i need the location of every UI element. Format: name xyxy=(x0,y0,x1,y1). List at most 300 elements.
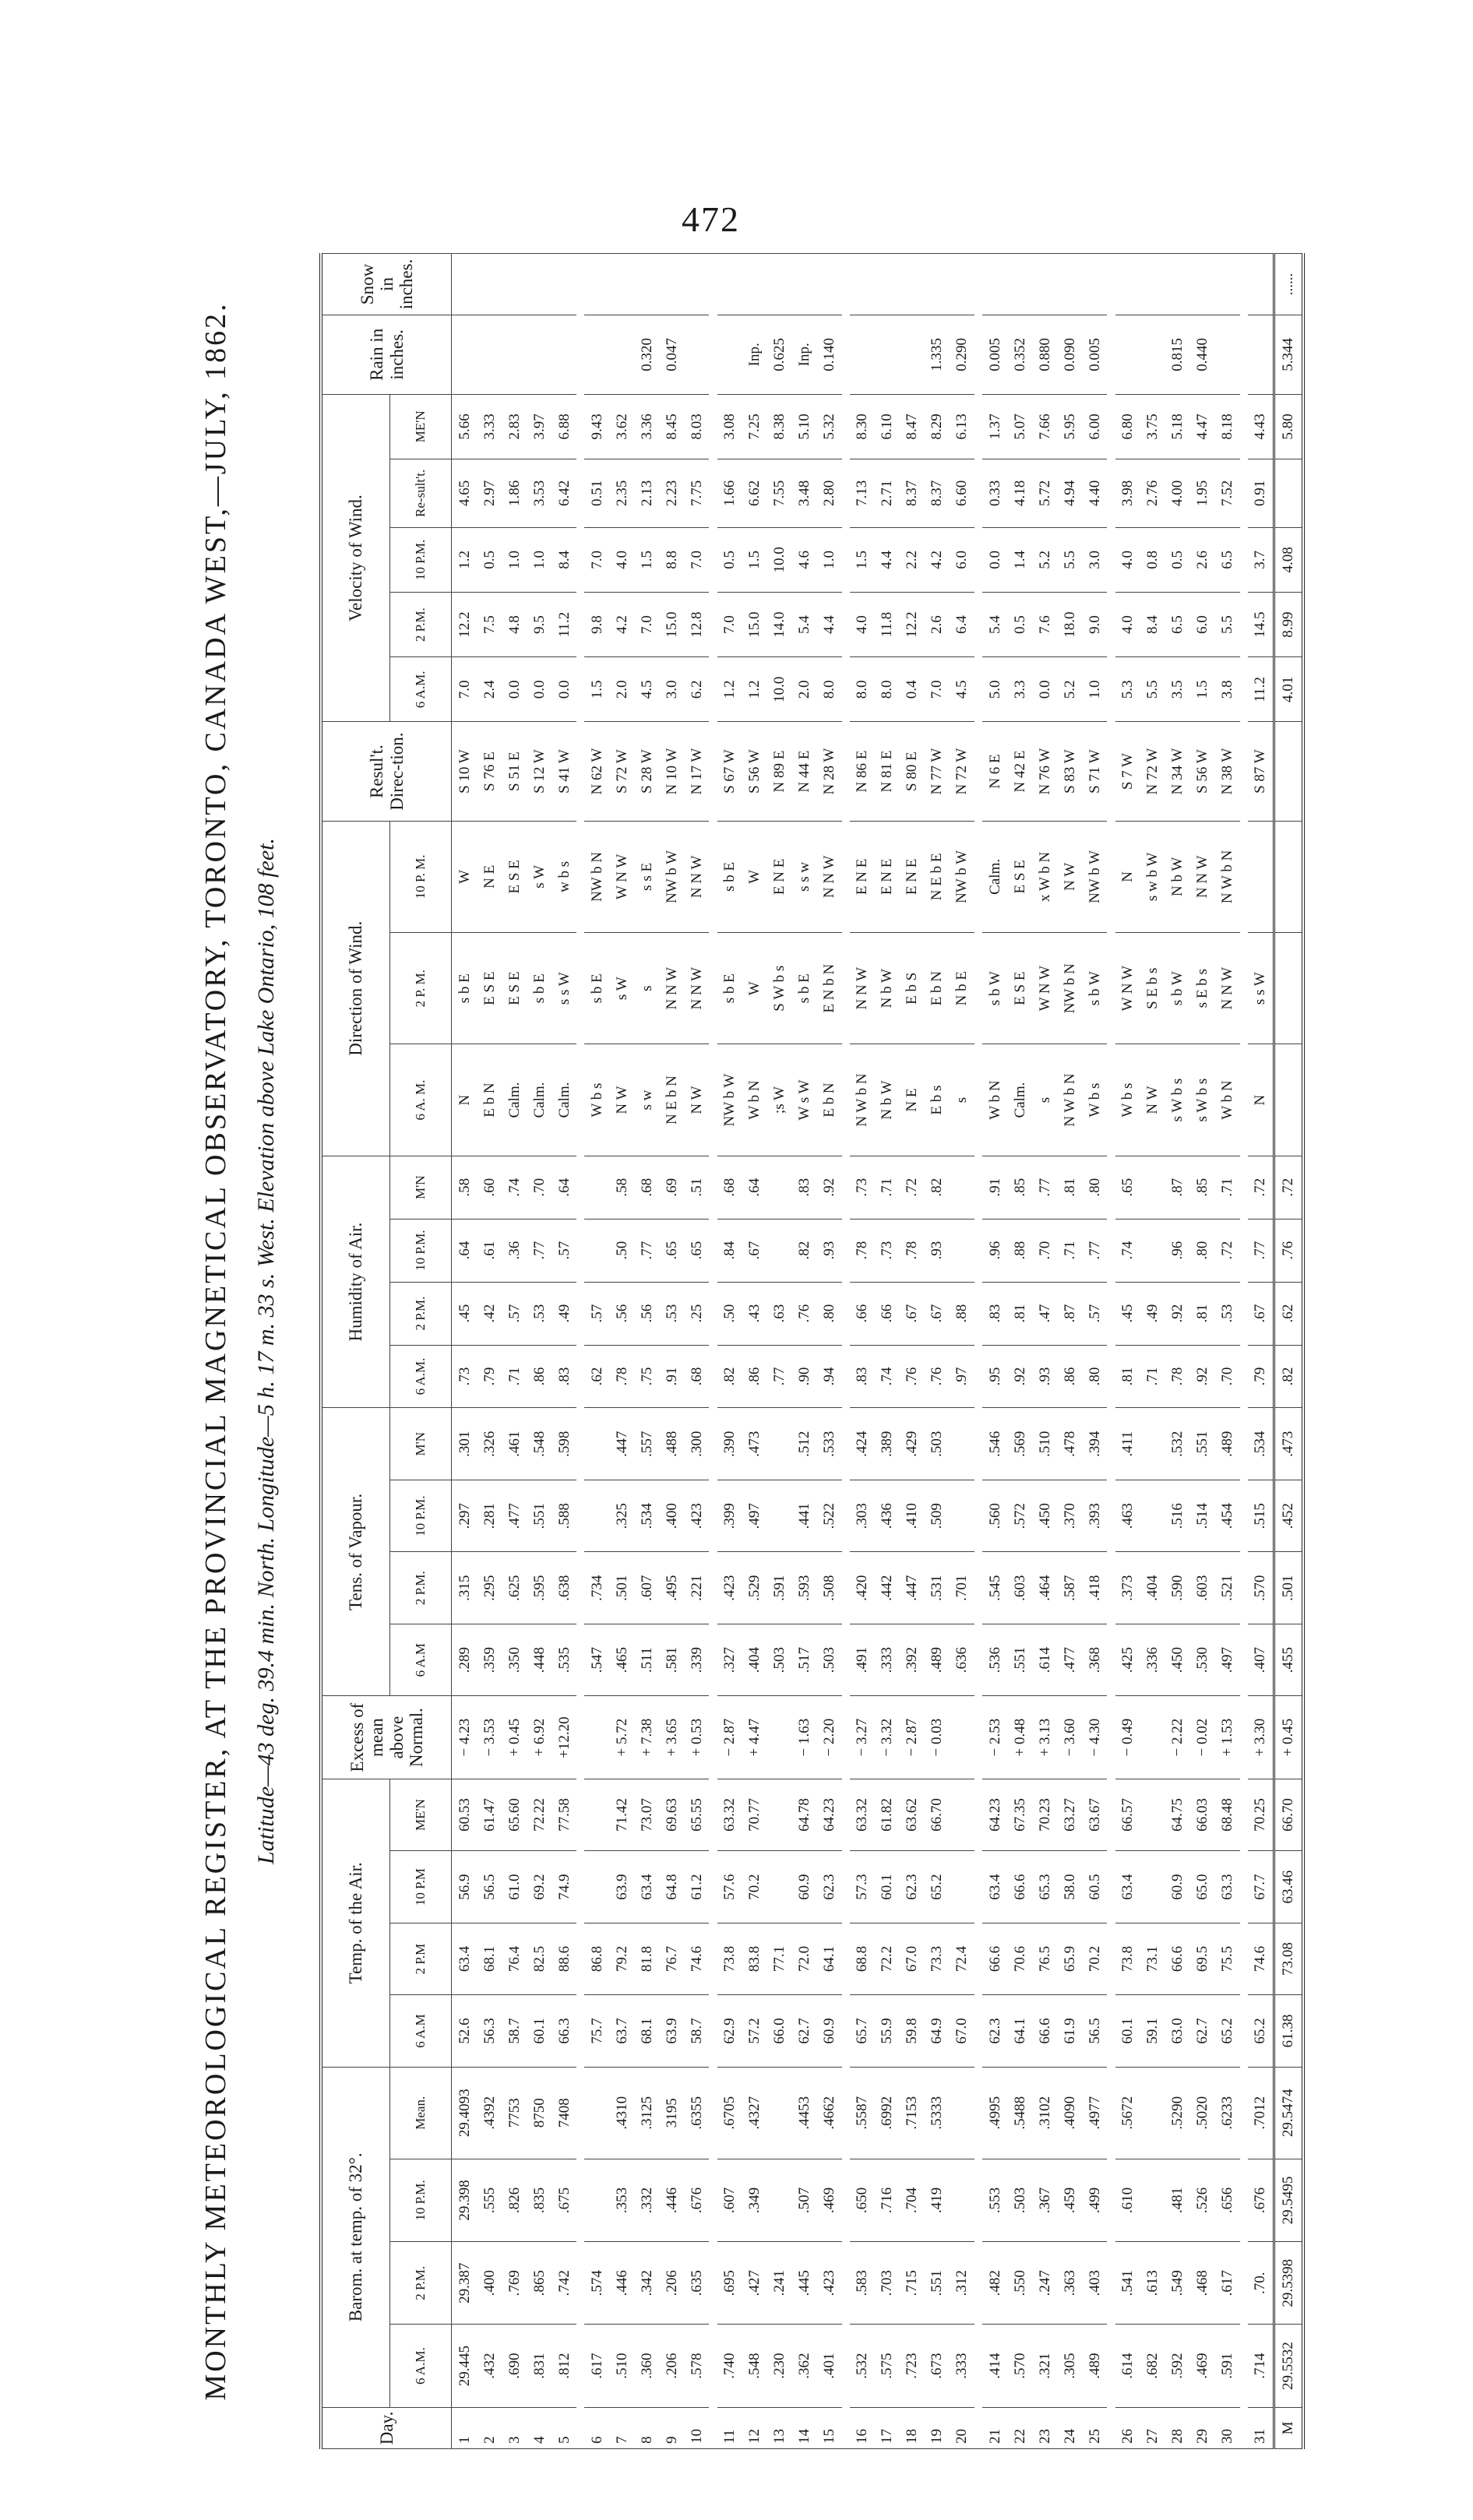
table-cell xyxy=(767,254,792,315)
table-cell: 3.5 xyxy=(1165,657,1190,722)
table-cell: s b E xyxy=(717,821,742,932)
table-cell: .587 xyxy=(1057,1552,1082,1624)
table-cell: 4.2 xyxy=(609,593,634,657)
table-cell: N b W xyxy=(1165,821,1190,932)
table-cell: .64 xyxy=(551,1156,576,1219)
table-cell: S 10 W xyxy=(452,722,477,821)
table-cell: .468 xyxy=(1190,2242,1215,2325)
table-cell: .57 xyxy=(584,1282,609,1345)
register-title: MONTHLY METEOROLOGICAL REGISTER, AT THE PROVINCIAL MAGNETICAL OBSERVATORY, TORONTO, CANADA WEST,—JULY, 1862. xyxy=(199,301,232,2401)
table-cell: 8.4 xyxy=(551,527,576,592)
table-cell: 7753 xyxy=(502,2067,527,2159)
table-cell xyxy=(1140,2067,1165,2159)
table-cell xyxy=(584,1156,609,1219)
table-cell xyxy=(717,315,742,394)
table-cell: N W xyxy=(1057,821,1082,932)
table-cell: .534 xyxy=(634,1480,659,1551)
table-cell: N xyxy=(452,1044,477,1156)
table-cell: N 6 E xyxy=(982,722,1007,821)
table-cell: .359 xyxy=(477,1624,502,1695)
table-cell: .332 xyxy=(634,2159,659,2241)
table-cell: 8.18 xyxy=(1215,394,1240,459)
table-cell: 66.03 xyxy=(1190,1779,1215,1851)
row-spacer xyxy=(576,254,584,2449)
table-row xyxy=(950,254,974,2449)
table-cell: .769 xyxy=(502,2242,527,2325)
table-cell: .73 xyxy=(875,1219,900,1282)
table-cell: .61 xyxy=(477,1219,502,1282)
table-cell: .553 xyxy=(982,2159,1007,2241)
table-cell: .588 xyxy=(551,1480,576,1551)
table-cell: .473 xyxy=(1274,1408,1304,1480)
table-cell: 63.32 xyxy=(850,1779,875,1851)
barom-2pm-header: 2 P.M. xyxy=(390,2242,452,2325)
table-row xyxy=(1007,254,1032,2449)
table-cell: .835 xyxy=(527,2159,551,2241)
table-cell: .595 xyxy=(527,1552,551,1624)
table-cell: .6355 xyxy=(684,2067,709,2159)
table-cell: 4.0 xyxy=(1115,527,1140,592)
table-cell: W N W xyxy=(1115,933,1140,1044)
table-cell: .71 xyxy=(875,1156,900,1219)
table-cell: 5.4 xyxy=(982,593,1007,657)
table-cell: .469 xyxy=(1190,2325,1215,2407)
table-cell: 1.2 xyxy=(717,657,742,722)
table-cell xyxy=(477,254,502,315)
table-cell: 0.91 xyxy=(1248,459,1274,527)
temp-mean-header: ME'N xyxy=(390,1779,452,1851)
table-cell: .675 xyxy=(551,2159,576,2241)
table-cell: 0.005 xyxy=(1082,315,1107,394)
table-cell: N W b N xyxy=(850,1044,875,1156)
table-cell: 3.8 xyxy=(1215,657,1240,722)
table-cell: 0.0 xyxy=(551,657,576,722)
table-cell: 1.37 xyxy=(982,394,1007,459)
row-spacer xyxy=(974,254,982,2449)
table-cell: .454 xyxy=(1215,1480,1240,1551)
day-cell: 16 xyxy=(850,2407,875,2448)
table-cell: .86 xyxy=(1057,1345,1082,1408)
table-cell: .614 xyxy=(1115,2325,1140,2407)
table-cell: 7.0 xyxy=(634,593,659,657)
table-cell: N b E xyxy=(950,933,974,1044)
table-cell: .57 xyxy=(551,1219,576,1282)
table-cell: E N E xyxy=(850,821,875,932)
table-cell xyxy=(584,2159,609,2241)
table-cell: .478 xyxy=(1057,1408,1082,1480)
table-cell: 2.76 xyxy=(1140,459,1165,527)
table-cell: 5.66 xyxy=(452,394,477,459)
table-cell: 65.60 xyxy=(502,1779,527,1851)
rotated-register xyxy=(199,253,1305,2449)
table-cell: .509 xyxy=(925,1480,950,1551)
table-cell: 61.47 xyxy=(477,1779,502,1851)
table-cell: .425 xyxy=(1115,1624,1140,1695)
table-row xyxy=(477,254,502,2449)
table-cell: 5.344 xyxy=(1274,315,1304,394)
table-cell: 57.3 xyxy=(850,1851,875,1923)
table-cell: .65 xyxy=(659,1219,684,1282)
table-cell: .5672 xyxy=(1115,2067,1140,2159)
table-cell: − 2.20 xyxy=(817,1696,842,1779)
day-cell: 7 xyxy=(609,2407,634,2448)
table-cell: .826 xyxy=(502,2159,527,2241)
day-cell: 8 xyxy=(634,2407,659,2448)
table-cell: 5.5 xyxy=(1215,593,1240,657)
table-cell: 57.2 xyxy=(742,1995,767,2067)
table-cell: 77.1 xyxy=(767,1923,792,1994)
day-header: Day. xyxy=(321,2407,452,2448)
table-cell: 67.35 xyxy=(1007,1779,1032,1851)
table-cell: s s E xyxy=(634,821,659,932)
table-cell: .531 xyxy=(925,1552,950,1624)
table-cell xyxy=(1140,1480,1165,1551)
table-cell: .68 xyxy=(634,1156,659,1219)
table-cell: 7.75 xyxy=(684,459,709,527)
table-cell: 11.8 xyxy=(875,593,900,657)
table-cell: 0.625 xyxy=(767,315,792,394)
table-cell: .25 xyxy=(684,1282,709,1345)
table-cell: 8.29 xyxy=(925,394,950,459)
table-cell: 6.88 xyxy=(551,394,576,459)
table-cell: .5587 xyxy=(850,2067,875,2159)
table-cell xyxy=(767,1696,792,1779)
table-cell: .436 xyxy=(875,1480,900,1551)
table-cell xyxy=(634,254,659,315)
table-row xyxy=(717,254,742,2449)
table-cell: 74.9 xyxy=(551,1851,576,1923)
table-cell: 8.03 xyxy=(684,394,709,459)
table-cell: 18.0 xyxy=(1057,593,1082,657)
table-cell: 70.23 xyxy=(1032,1779,1057,1851)
row-spacer xyxy=(1107,254,1115,2449)
humidity-2pm-header: 2 P.M. xyxy=(390,1282,452,1345)
table-cell xyxy=(527,254,551,315)
table-cell: .459 xyxy=(1057,2159,1082,2241)
table-cell: .36 xyxy=(502,1219,527,1282)
table-row xyxy=(1115,254,1140,2449)
table-cell: .529 xyxy=(742,1552,767,1624)
table-cell: .81 xyxy=(1057,1156,1082,1219)
table-cell: .569 xyxy=(1007,1408,1032,1480)
table-cell xyxy=(1274,933,1304,1044)
day-cell: 11 xyxy=(717,2407,742,2448)
table-cell: .83 xyxy=(850,1345,875,1408)
table-cell: 73.08 xyxy=(1274,1923,1304,1994)
table-cell: 7.0 xyxy=(925,657,950,722)
table-row xyxy=(1248,254,1274,2449)
direction-header: Direction of Wind. xyxy=(321,821,390,1156)
temp-6am-header: 6 A.M xyxy=(390,1995,452,2067)
table-cell: 12.2 xyxy=(452,593,477,657)
table-row xyxy=(1082,254,1107,2449)
table-cell: .87 xyxy=(1057,1282,1082,1345)
table-cell: 1.2 xyxy=(452,527,477,592)
table-cell: .71 xyxy=(502,1345,527,1408)
day-cell: 27 xyxy=(1140,2407,1165,2448)
table-cell: N N W xyxy=(1215,933,1240,1044)
spacer-cell xyxy=(576,254,584,2449)
table-cell: N N W xyxy=(684,821,709,932)
table-cell: 72.22 xyxy=(527,1779,551,1851)
table-cell: 2.0 xyxy=(609,657,634,722)
table-cell: 75.7 xyxy=(584,1995,609,2067)
table-cell: .77 xyxy=(634,1219,659,1282)
table-cell: 64.8 xyxy=(659,1851,684,1923)
register-table xyxy=(319,253,1305,2449)
table-cell: .545 xyxy=(982,1552,1007,1624)
table-cell: E b N xyxy=(477,1044,502,1156)
vapour-10pm-header: 10 P.M. xyxy=(390,1480,452,1551)
table-cell: .590 xyxy=(1165,1552,1190,1624)
table-cell: .393 xyxy=(1082,1480,1107,1551)
table-cell: 2.35 xyxy=(609,459,634,527)
table-cell: .650 xyxy=(850,2159,875,2241)
table-cell: 75.5 xyxy=(1215,1923,1240,1994)
table-cell: s w xyxy=(634,1044,659,1156)
table-cell: .78 xyxy=(1165,1345,1190,1408)
table-cell xyxy=(767,2159,792,2241)
table-cell: .77 xyxy=(767,1345,792,1408)
table-cell: .6705 xyxy=(717,2067,742,2159)
table-cell: .399 xyxy=(717,1480,742,1551)
table-cell: S 28 W xyxy=(634,722,659,821)
table-cell: 2.80 xyxy=(817,459,842,527)
table-cell: .477 xyxy=(1057,1624,1082,1695)
table-cell: .482 xyxy=(982,2242,1007,2325)
table-cell: .551 xyxy=(1007,1624,1032,1695)
table-cell: .303 xyxy=(850,1480,875,1551)
table-cell: .373 xyxy=(1115,1552,1140,1624)
table-cell: NW b W xyxy=(1082,821,1107,932)
table-cell: .301 xyxy=(452,1408,477,1480)
table-cell: .4995 xyxy=(982,2067,1007,2159)
table-cell: 11.2 xyxy=(1248,657,1274,722)
table-cell: 7.66 xyxy=(1032,394,1057,459)
velocity-10pm-header: 10 P.M. xyxy=(390,527,452,592)
velocity-header: Velocity of Wind. xyxy=(321,394,390,722)
table-cell: 71.42 xyxy=(609,1779,634,1851)
table-cell: S 87 W xyxy=(1248,722,1274,821)
table-cell: .636 xyxy=(950,1624,974,1695)
spacer-cell xyxy=(842,254,850,2449)
table-cell: 3.62 xyxy=(609,394,634,459)
table-cell: 68.8 xyxy=(850,1923,875,1994)
table-cell: .92 xyxy=(1165,1282,1190,1345)
table-row xyxy=(817,254,842,2449)
table-cell: 0.5 xyxy=(477,527,502,592)
table-cell: E S E xyxy=(502,821,527,932)
day-cell: 30 xyxy=(1215,2407,1240,2448)
table-cell: .76 xyxy=(1274,1219,1304,1282)
table-cell: .447 xyxy=(900,1552,925,1624)
table-cell: .497 xyxy=(1215,1624,1240,1695)
table-cell xyxy=(584,1480,609,1551)
table-cell: 60.53 xyxy=(452,1779,477,1851)
day-cell: 9 xyxy=(659,2407,684,2448)
table-cell: .83 xyxy=(551,1345,576,1408)
table-cell: 76.7 xyxy=(659,1923,684,1994)
table-cell: .353 xyxy=(609,2159,634,2241)
table-cell: 63.67 xyxy=(1082,1779,1107,1851)
table-cell: S 56 W xyxy=(1190,722,1215,821)
table-cell: .508 xyxy=(817,1552,842,1624)
table-cell: 29.398 xyxy=(452,2159,477,2241)
table-cell: .87 xyxy=(1165,1156,1190,1219)
table-cell: .489 xyxy=(1215,1408,1240,1480)
table-cell: s W b s xyxy=(1165,1044,1190,1156)
day-cell: 24 xyxy=(1057,2407,1082,2448)
table-cell: S 12 W xyxy=(527,722,551,821)
row-spacer xyxy=(1240,254,1248,2449)
table-cell: .572 xyxy=(1007,1480,1032,1551)
table-cell: N 81 E xyxy=(875,722,900,821)
table-cell: .831 xyxy=(527,2325,551,2407)
table-cell: 70.25 xyxy=(1248,1779,1274,1851)
table-cell: .578 xyxy=(684,2325,709,2407)
table-cell: .350 xyxy=(502,1624,527,1695)
table-cell: .65 xyxy=(1115,1156,1140,1219)
table-cell: 8.0 xyxy=(875,657,900,722)
table-cell: N W xyxy=(1140,1044,1165,1156)
table-cell: 8.0 xyxy=(817,657,842,722)
table-cell: .499 xyxy=(1082,2159,1107,2241)
table-cell: .86 xyxy=(527,1345,551,1408)
table-cell: 4.47 xyxy=(1190,394,1215,459)
table-cell: − 2.87 xyxy=(900,1696,925,1779)
table-cell xyxy=(584,254,609,315)
table-cell: .90 xyxy=(792,1345,817,1408)
table-cell: 6.5 xyxy=(1165,593,1190,657)
table-cell: s W b s xyxy=(1190,1044,1215,1156)
table-cell: s w b W xyxy=(1140,821,1165,932)
table-cell: 63.27 xyxy=(1057,1779,1082,1851)
table-cell xyxy=(767,1156,792,1219)
table-cell: .295 xyxy=(477,1552,502,1624)
table-cell xyxy=(1140,1851,1165,1923)
table-cell: 5.0 xyxy=(982,657,1007,722)
table-cell: 4.8 xyxy=(502,593,527,657)
table-cell: 68.48 xyxy=(1215,1779,1240,1851)
table-cell: S 76 E xyxy=(477,722,502,821)
table-cell: .79 xyxy=(477,1345,502,1408)
table-cell: s b E xyxy=(452,933,477,1044)
table-cell: N 42 E xyxy=(1007,722,1032,821)
table-cell: .465 xyxy=(609,1624,634,1695)
table-cell xyxy=(950,1696,974,1779)
table-cell: .533 xyxy=(817,1408,842,1480)
table-cell: .555 xyxy=(477,2159,502,2241)
table-cell: 64.9 xyxy=(925,1995,950,2067)
table-cell: .5290 xyxy=(1165,2067,1190,2159)
table-cell: .300 xyxy=(684,1408,709,1480)
day-cell: 31 xyxy=(1248,2407,1274,2448)
table-cell: 0.815 xyxy=(1165,315,1190,394)
table-cell: .305 xyxy=(1057,2325,1082,2407)
table-row xyxy=(551,254,576,2449)
table-cell: 10.0 xyxy=(767,657,792,722)
table-cell xyxy=(659,254,684,315)
table-cell: 67.0 xyxy=(950,1995,974,2067)
table-cell: 0.4 xyxy=(900,657,925,722)
table-cell xyxy=(1274,459,1304,527)
table-cell: 61.9 xyxy=(1057,1995,1082,2067)
table-cell xyxy=(950,2159,974,2241)
table-row xyxy=(584,254,609,2449)
humidity-6am-header: 6 A.M. xyxy=(390,1345,452,1408)
table-cell: − 0.03 xyxy=(925,1696,950,1779)
table-cell: .83 xyxy=(982,1282,1007,1345)
table-cell: N b W xyxy=(875,933,900,1044)
table-cell: 60.9 xyxy=(1165,1851,1190,1923)
table-cell: 64.23 xyxy=(817,1779,842,1851)
table-cell: 64.75 xyxy=(1165,1779,1190,1851)
table-cell: .81 xyxy=(1007,1282,1032,1345)
day-cell: 1 xyxy=(452,2407,477,2448)
table-cell: .3102 xyxy=(1032,2067,1057,2159)
table-cell: 65.2 xyxy=(925,1851,950,1923)
register-body xyxy=(452,254,1274,2449)
velocity-6am-header: 6 A.M. xyxy=(390,657,452,722)
table-cell: 29.387 xyxy=(452,2242,477,2325)
table-cell: .510 xyxy=(1032,1408,1057,1480)
table-cell: .88 xyxy=(950,1282,974,1345)
table-cell: 4.01 xyxy=(1274,657,1304,722)
table-cell: .607 xyxy=(634,1552,659,1624)
table-cell: .676 xyxy=(1248,2159,1274,2241)
table-cell: .50 xyxy=(717,1282,742,1345)
table-cell: 14.0 xyxy=(767,593,792,657)
table-cell: .368 xyxy=(1082,1624,1107,1695)
table-cell: 1.2 xyxy=(742,657,767,722)
table-cell: 73.1 xyxy=(1140,1923,1165,1994)
table-cell: 0.33 xyxy=(982,459,1007,527)
table-cell: .635 xyxy=(684,2242,709,2325)
table-cell: 66.6 xyxy=(982,1923,1007,1994)
table-cell xyxy=(1140,1219,1165,1282)
table-cell: .95 xyxy=(982,1345,1007,1408)
table-cell: 4.65 xyxy=(452,459,477,527)
table-cell: 62.7 xyxy=(792,1995,817,2067)
velocity-mean-header: ME'N xyxy=(390,394,452,459)
table-cell: s b W xyxy=(1165,933,1190,1044)
table-cell: .281 xyxy=(477,1480,502,1551)
table-cell: Inp. xyxy=(792,315,817,394)
table-cell xyxy=(717,254,742,315)
table-cell: S W b s xyxy=(767,933,792,1044)
mean-label: M xyxy=(1274,2407,1304,2448)
table-cell: .742 xyxy=(551,2242,576,2325)
table-cell: .51 xyxy=(684,1156,709,1219)
table-cell: s b E xyxy=(584,933,609,1044)
table-cell: 5.5 xyxy=(1140,657,1165,722)
table-cell xyxy=(609,254,634,315)
table-cell: .81 xyxy=(1115,1345,1140,1408)
velocity-result-header: Re-sult't. xyxy=(390,459,452,527)
table-cell: .53 xyxy=(1215,1282,1240,1345)
table-cell: 2.23 xyxy=(659,459,684,527)
table-cell: .77 xyxy=(1032,1156,1057,1219)
table-cell: 4.4 xyxy=(817,593,842,657)
day-cell: 19 xyxy=(925,2407,950,2448)
table-cell: E S E xyxy=(1007,821,1032,932)
table-cell: .66 xyxy=(875,1282,900,1345)
table-cell: + 3.30 xyxy=(1248,1696,1274,1779)
table-cell: + 3.13 xyxy=(1032,1696,1057,1779)
barom-header: Barom. at temp. of 32°. xyxy=(321,2067,390,2407)
table-cell: 2.13 xyxy=(634,459,659,527)
table-cell: E N E xyxy=(900,821,925,932)
